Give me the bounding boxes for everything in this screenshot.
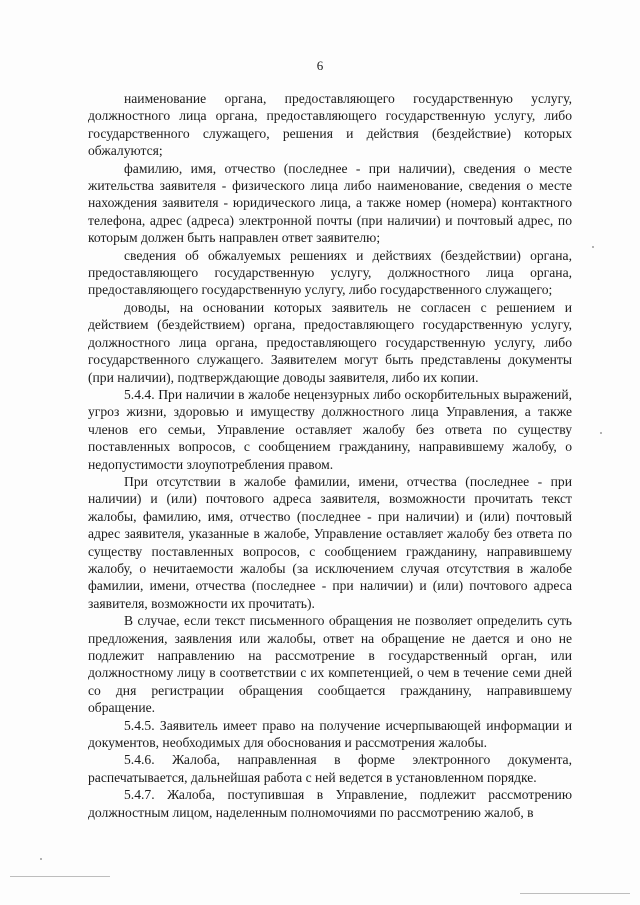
scan-artifact-dot: [592, 246, 594, 248]
paragraph-5-4-5: 5.4.5. Заявитель имеет право на получение исчерпывающей информации и документов, необходимых для обоснования и рассмотрения жалобы.: [88, 717, 572, 751]
paragraph-7: В случае, если текст письменного обращения не позволяет определить суть предложения, заявления или жалобы, ответ на обращение не дается и оно не подлежит направлению на рассмотрение в государственный орган, или должностному лицу в соответствии с их компетенцией, о чем в течение семи дней со дня регистрации обращения сообщается гражданину, направившему обращение.: [88, 613, 572, 716]
paragraph-2: фамилию, имя, отчество (последнее - при наличии), сведения о месте жительства заявителя - физического лица либо наименование, сведения о месте нахождения заявителя - юридического лица, а также номер (номера) контактного телефона, адрес (адреса) электронной почты (при наличии) и почтовый адрес, по которым должен быть направлен ответ заявителю;: [88, 160, 572, 246]
scan-artifact-dot: [40, 858, 42, 860]
paragraph-3: сведения об обжалуемых решениях и действиях (бездействии) органа, предоставляющего государственную услугу, должностного лица органа, предоставляющего государственную услугу, либо государственного служащего;: [88, 247, 572, 298]
paragraph-1: наименование органа, предоставляющего государственную услугу, должностного лица органа, предоставляющего государственную услугу, либо государственного служащего, решения и действия (бездействие) которых обжалуются;: [88, 91, 572, 159]
paragraph-4: доводы, на основании которых заявитель не согласен с решением и действием (бездействием) органа, предоставляющего государственную услугу, должностного лица органа, предоставляющего государственную услугу, либо государственного служащего. Заявителем могут быть представлены документы (при наличии), подтверждающие доводы заявителя, либо их копии.: [88, 299, 572, 385]
paragraph-5-4-4: 5.4.4. При наличии в жалобе нецензурных либо оскорбительных выражений, угроз жизни, здоровью и имуществу должностного лица Управления, а также членов его семьи, Управление оставляет жалобу без ответа по существу поставленных вопросов, с сообщением гражданину, направившему жалобу, о недопустимости злоупотребления правом.: [88, 386, 572, 472]
paragraph-6: При отсутствии в жалобе фамилии, имени, отчества (последнее - при наличии) и (или) почтового адреса заявителя, возможности прочитать текст жалобы, фамилию, имя, отчество (последнее - при наличии) и (или) почтовый адрес заявителя, указанные в жалобе, Управление оставляет жалобу без ответа по существу поставленных вопросов, с сообщением гражданину, направившему жалобу, о нечитаемости жалобы (за исключением случая отсутствия в жалобе фамилии, имени, отчества (последнее - при наличии) и (или) почтового адреса заявителя, возможности их прочитать).: [88, 473, 572, 611]
page-number: 6: [316, 58, 324, 73]
scan-artifact-line: [10, 876, 110, 877]
scan-artifact-dot: [600, 432, 602, 434]
paragraph-5-4-7: 5.4.7. Жалоба, поступившая в Управление, подлежит рассмотрению должностным лицом, наделенным полномочиями по рассмотрению жалоб, в: [88, 787, 572, 820]
paragraph-5-4-6: 5.4.6. Жалоба, направленная в форме электронного документа, распечатывается, дальнейшая работа с ней ведется в установленном порядке.: [88, 752, 572, 785]
scan-artifact-line: [520, 893, 630, 894]
document-body: [88, 90, 572, 821]
